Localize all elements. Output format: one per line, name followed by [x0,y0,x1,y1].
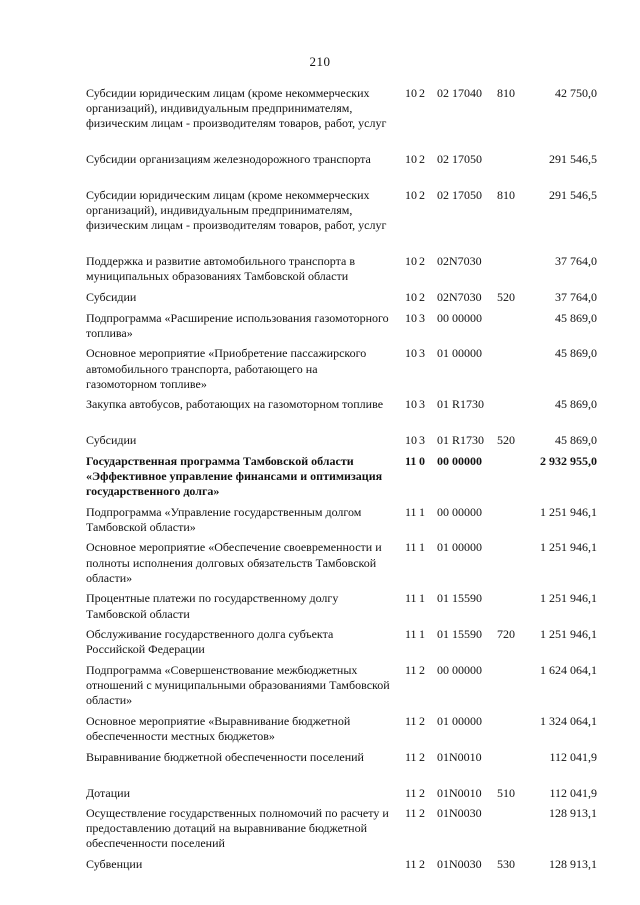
row-name: Поддержка и развитие автомобильного транспорта в муниципальных образованиях Тамбовской области [86,254,355,284]
row-amount: 1 251 946,1 [540,504,597,519]
row-target-code: 01 R1730 [437,433,485,448]
table-row [0,505,640,535]
row-amount: 128 913,1 [549,806,597,821]
row-target-code: 00 00000 [437,310,482,325]
row-subsection: 1 [419,591,425,606]
table-row [0,786,640,801]
row-section: 10 [405,254,417,269]
table-row [0,857,640,872]
row-amount: 45 869,0 [555,433,597,448]
row-target-code: 01 00000 [437,713,482,728]
row-subsection: 2 [419,187,425,202]
row-name: Осуществление государственных полномочий по расчету и предоставлению дотаций на выравнивание бюджетной обеспеченности поселений [86,806,389,851]
row-subsection: 2 [419,749,425,764]
row-amount: 1 324 064,1 [540,713,597,728]
table-row [0,627,640,657]
row-name: Основное мероприятие «Обеспечение своевременности и полноты исполнения долговых обязательств Тамбовской области» [86,540,382,585]
row-section: 10 [405,187,417,202]
row-target-code: 00 00000 [437,453,482,468]
table-row [0,311,640,341]
row-amount: 1 624 064,1 [540,662,597,677]
row-expense-type: 530 [497,857,515,872]
row-target-code: 01 15590 [437,591,482,606]
row-target-code: 02 17050 [437,187,482,202]
row-amount: 112 041,9 [549,785,597,800]
table-row [0,254,640,284]
row-name: Основное мероприятие «Выравнивание бюджетной обеспеченности местных бюджетов» [86,713,351,744]
row-name: Подпрограмма «Расширение использования газомоторного топлива» [86,310,389,340]
row-subsection: 3 [419,346,425,361]
row-subsection: 2 [419,152,425,167]
row-name: Субсидии организациям железнодорожного транспорта [86,152,371,167]
row-subsection: 2 [419,289,425,304]
table-row [0,397,640,427]
row-section: 10 [405,86,417,100]
row-expense-type: 520 [497,433,515,448]
row-amount: 128 913,1 [549,857,597,872]
row-section: 11 [405,540,417,555]
row-subsection: 2 [419,254,425,269]
row-expense-type: 520 [497,289,515,304]
row-target-code: 01N0030 [437,857,482,872]
row-name: Субвенции [86,857,143,872]
row-amount: 45 869,0 [555,346,597,361]
row-target-code: 01N0030 [437,806,482,821]
row-amount: 45 869,0 [555,310,597,325]
row-section: 11 [405,627,417,642]
row-target-code: 02 17050 [437,152,482,167]
row-amount: 45 869,0 [555,397,597,412]
row-target-code: 01 R1730 [437,397,485,412]
row-section: 10 [405,310,417,325]
table-row [0,290,640,305]
row-section: 11 [405,785,417,800]
row-amount: 2 932 955,0 [540,453,597,468]
page-number: 210 [309,54,331,69]
row-name: Субсидии [86,289,137,304]
row-name: Государственная программа Тамбовской области «Эффективное управление финансами и оптимизация государственного долга» [86,453,383,499]
row-target-code: 01N0010 [437,749,482,764]
row-section: 11 [405,662,417,677]
row-name: Обслуживание государственного долга субъекта Российской Федерации [86,627,334,657]
row-target-code: 00 00000 [437,662,482,677]
table-row [0,454,640,500]
row-amount: 1 251 946,1 [540,540,597,555]
row-subsection: 3 [419,310,425,325]
table-row [0,188,640,249]
row-target-code: 01 15590 [437,627,482,642]
row-subsection: 0 [419,453,425,468]
table-row [0,806,640,852]
row-name: Субсидии юридическим лицам (кроме некоммерческих организаций), индивидуальным предпринимателям, физическим лицам - производителям товаров, работ, услуг [86,187,387,233]
row-name: Выравнивание бюджетной обеспеченности поселений [86,749,364,764]
row-target-code: 02N7030 [437,254,482,269]
row-subsection: 3 [419,433,425,448]
row-name: Субсидии [86,433,137,448]
table-row [0,591,640,621]
row-section: 10 [405,433,417,448]
row-target-code: 02 17040 [437,86,482,100]
row-subsection: 1 [419,540,425,555]
row-expense-type: 510 [497,785,515,800]
row-subsection: 1 [419,504,425,519]
row-name: Процентные платежи по государственному долгу Тамбовской области [86,591,339,621]
row-subsection: 2 [419,806,425,821]
row-subsection: 2 [419,857,425,872]
row-amount: 291 546,5 [549,187,597,202]
table-row [0,714,640,744]
row-section: 11 [405,591,417,606]
row-name: Субсидии юридическим лицам (кроме некоммерческих организаций), индивидуальным предпринимателям, физическим лицам - производителям товаров, работ, услуг [86,86,387,131]
table-row [0,346,640,392]
row-section: 11 [405,749,417,764]
row-subsection: 2 [419,662,425,677]
row-subsection: 2 [419,785,425,800]
row-amount: 112 041,9 [549,749,597,764]
table-row [0,433,640,448]
row-amount: 1 251 946,1 [540,627,597,642]
row-name: Подпрограмма «Совершенствование межбюджетных отношений с муниципальными образованиями Тамбовской области» [86,662,390,708]
row-name: Закупка автобусов, работающих на газомоторном топливе [86,397,384,412]
budget-table [0,86,640,878]
row-name: Дотации [86,785,131,800]
row-target-code: 00 00000 [437,504,482,519]
row-section: 10 [405,152,417,167]
row-section: 11 [405,857,417,872]
table-row [0,540,640,586]
table-row [0,750,640,780]
row-section: 11 [405,453,417,468]
row-section: 10 [405,346,417,361]
row-target-code: 01 00000 [437,346,482,361]
row-subsection: 1 [419,627,425,642]
row-amount: 1 251 946,1 [540,591,597,606]
row-subsection: 2 [419,713,425,728]
row-amount: 37 764,0 [555,289,597,304]
row-name: Основное мероприятие «Приобретение пассажирского автомобильного транспорта, работающего на газомоторном топливе» [86,346,367,391]
table-row [0,152,640,182]
row-section: 11 [405,713,417,728]
table-row [0,86,640,147]
row-target-code: 01N0010 [437,785,482,800]
row-section: 11 [405,504,417,519]
row-section: 11 [405,806,417,821]
row-subsection: 3 [419,397,425,412]
row-section: 10 [405,289,417,304]
row-subsection: 2 [419,86,425,100]
row-expense-type: 810 [497,86,515,100]
row-amount: 42 750,0 [555,86,597,100]
row-expense-type: 810 [497,187,515,202]
row-expense-type: 720 [497,627,515,642]
row-amount: 291 546,5 [549,152,597,167]
row-amount: 37 764,0 [555,254,597,269]
row-section: 10 [405,397,417,412]
table-row [0,663,640,709]
row-name: Подпрограмма «Управление государственным долгом Тамбовской области» [86,504,362,534]
row-target-code: 02N7030 [437,289,482,304]
row-target-code: 01 00000 [437,540,482,555]
